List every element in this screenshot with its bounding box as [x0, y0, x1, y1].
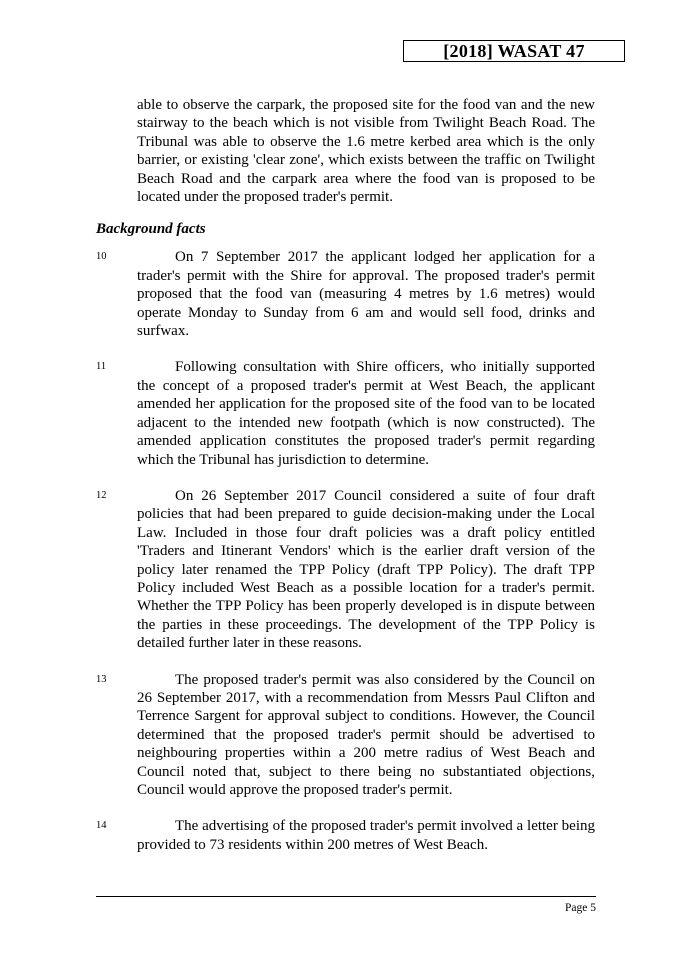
- paragraph-text: The proposed trader's permit was also considered by the Council on 26 September 2017, with a recommendation from Messrs Paul Clifton and Terrence Sargent for approval subject to conditions. However, the Council determined that the proposed trader's permit should be advertised to neighbouring properties within a 200 metre radius of West Beach and Council noted that, subject to there being no substantiated objections, Council would approve the proposed trader's permit.: [137, 671, 595, 798]
- numbered-paragraph: [96, 671, 596, 800]
- paragraph-text: On 7 September 2017 the applicant lodged her application for a trader's permit with the Shire for approval. The proposed trader's permit proposed that the food van (measuring 4 metres by 1.6 metres) would operate Monday to Sunday from 6 am and would sell food, drinks and surfwax.: [137, 249, 595, 340]
- paragraph-number: 10: [96, 251, 107, 263]
- paragraph-text: able to observe the carpark, the proposed site for the food van and the new stairway to the beach which is not visible from Twilight Beach Road. The Tribunal was able to observe the 1.6 metre kerbed area which is the only barrier, or existing 'clear zone', which exists between the traffic on Twilight Beach Road and the carpark area where the food van is proposed to be located under the proposed trader's permit.: [137, 97, 595, 206]
- paragraph-text: On 26 September 2017 Council considered a suite of four draft policies that had been prepared to guide decision-making under the Local Law. Included in those four draft policies was a draft policy entitled 'Traders and Itinerant Vendors' which is the earlier draft version of the policy later renamed the TPP Policy (draft TPP Policy). The draft TPP Policy included West Beach as a possible location for a trader's permit. Whether the TPP Policy has been properly developed is in dispute between the parties in these proceedings. The development of the TPP Policy is detailed further later in these reasons.: [137, 487, 595, 652]
- numbered-paragraph: [96, 248, 596, 340]
- paragraph-number: 14: [96, 820, 107, 832]
- numbered-paragraph: [96, 358, 596, 468]
- paragraph-number: 12: [96, 489, 107, 501]
- numbered-paragraph: [96, 487, 596, 653]
- footer-divider: [96, 896, 596, 897]
- section-heading: Background facts: [96, 221, 206, 238]
- paragraph-text: The advertising of the proposed trader's permit involved a letter being provided to 73 residents within 200 metres of West Beach.: [137, 818, 595, 853]
- document-body: [96, 96, 596, 854]
- paragraph-number: 11: [96, 361, 107, 373]
- paragraph-number: 13: [96, 673, 107, 685]
- case-citation: [2018] WASAT 47: [403, 40, 625, 62]
- paragraph-text: Following consultation with Shire officers, who initially supported the concept of a proposed trader's permit at West Beach, the applicant amended her application for the proposed site of the food van to be located adjacent to the intended new footpath (which is now constructed). The amended application constitutes the proposed trader's permit regarding which the Tribunal has jurisdiction to determine.: [137, 359, 595, 468]
- numbered-paragraph: [96, 817, 596, 854]
- continuation-paragraph: [96, 96, 596, 206]
- page-number: Page 5: [565, 902, 596, 914]
